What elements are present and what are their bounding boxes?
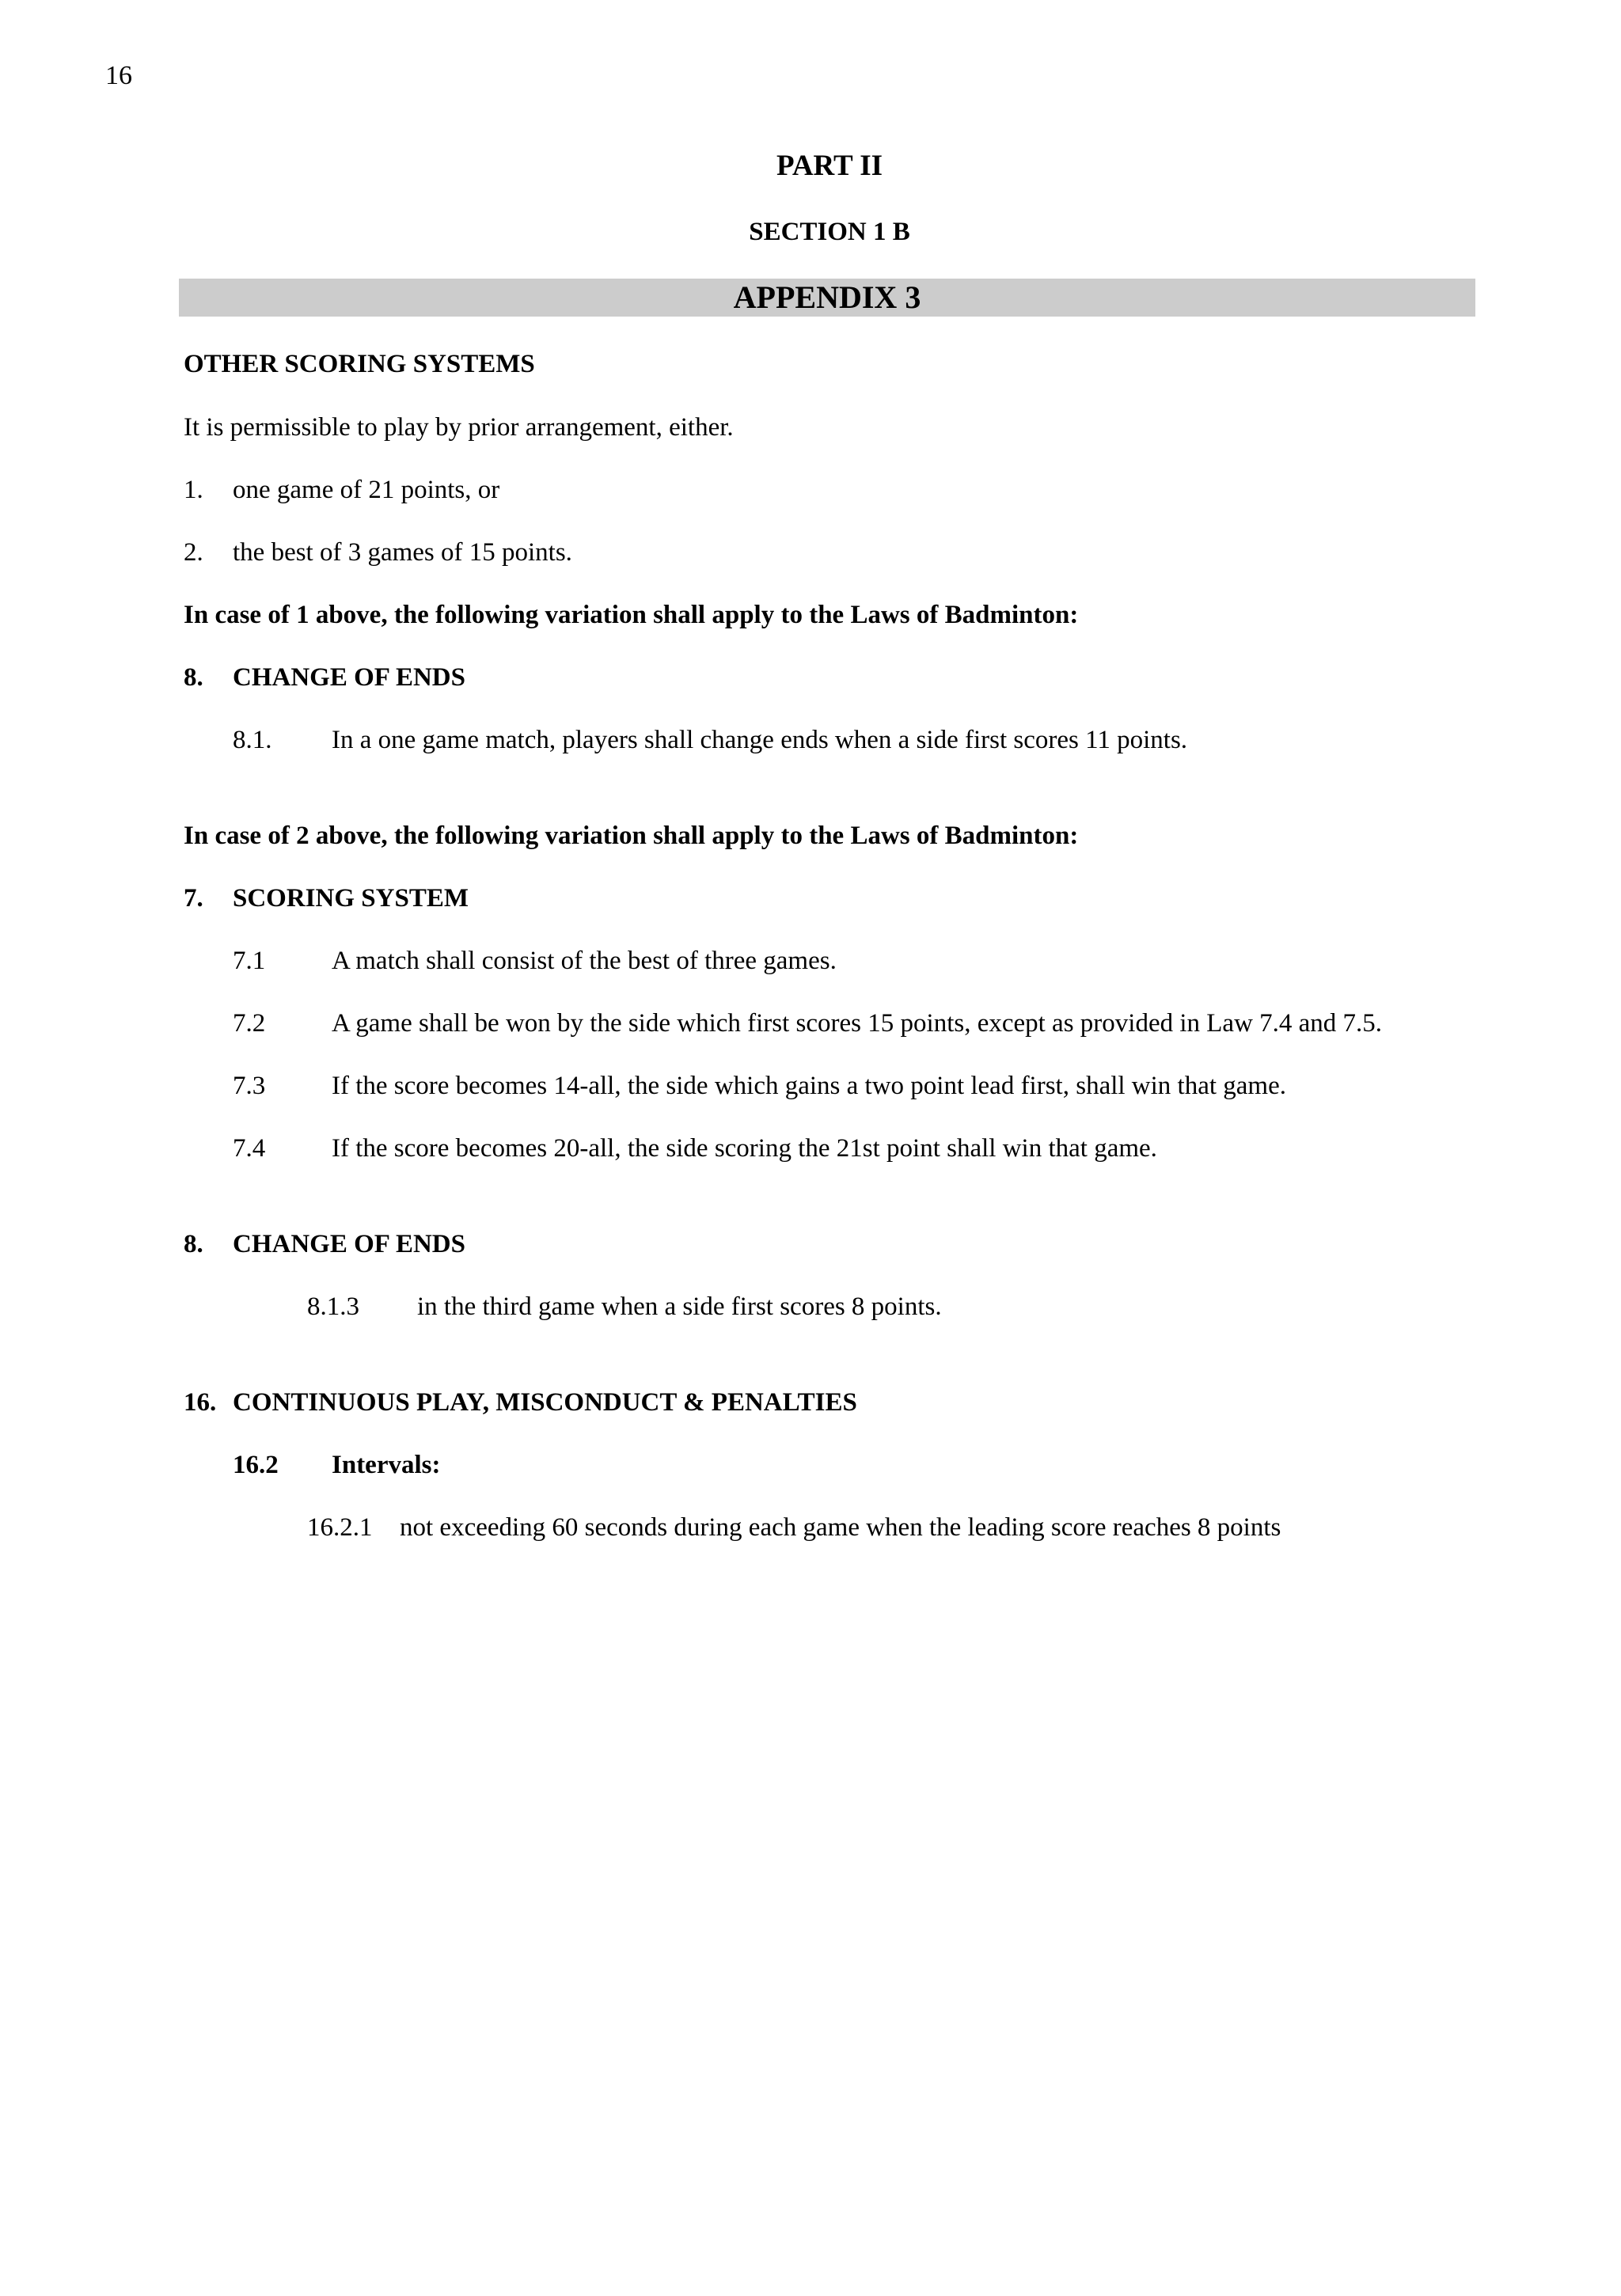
clause-text: A match shall consist of the best of three games. — [332, 947, 837, 975]
intro-paragraph: It is permissible to play by prior arrangement, either. — [184, 413, 734, 442]
clause-number: 7.2 — [233, 1009, 266, 1038]
part-title: PART II — [776, 150, 883, 182]
option-text: the best of 3 games of 15 points. — [233, 538, 572, 567]
subclause-title: Intervals: — [332, 1451, 441, 1479]
law-title: CHANGE OF ENDS — [233, 1230, 465, 1258]
clause-text: If the score becomes 14-all, the side which gains a two point lead first, shall win that game. — [332, 1072, 1286, 1100]
clause-text: A game shall be won by the side which first scores 15 points, except as provided in Law 7.4 and 7.5. — [332, 1009, 1383, 1038]
appendix-title: APPENDIX 3 — [733, 279, 921, 315]
page-number: 16 — [105, 61, 132, 90]
law-title: SCORING SYSTEM — [233, 884, 469, 913]
law-number: 7. — [184, 884, 203, 913]
law-title: CHANGE OF ENDS — [233, 663, 465, 692]
case1-intro: In case of 1 above, the following variation shall apply to the Laws of Badminton: — [184, 601, 1079, 629]
clause-number: 8.1. — [233, 726, 272, 754]
subclause-number: 16.2 — [233, 1451, 279, 1479]
clause-text: in the third game when a side first scores 8 points. — [417, 1292, 942, 1321]
law-title: CONTINUOUS PLAY, MISCONDUCT & PENALTIES — [233, 1388, 857, 1417]
clause-text: In a one game match, players shall change ends when a side first scores 11 points. — [332, 726, 1188, 754]
clause-text: not exceeding 60 seconds during each game when the leading score reaches 8 points — [400, 1513, 1281, 1542]
law-number: 16. — [184, 1388, 217, 1417]
section-heading: OTHER SCORING SYSTEMS — [184, 350, 535, 378]
clause-text: If the score becomes 20-all, the side scoring the 21st point shall win that game. — [332, 1134, 1157, 1163]
clause-number: 7.1 — [233, 947, 266, 975]
clause-number: 16.2.1 — [307, 1513, 373, 1542]
clause-number: 8.1.3 — [307, 1292, 359, 1321]
clause-number: 7.4 — [233, 1134, 266, 1163]
case2-intro: In case of 2 above, the following variation shall apply to the Laws of Badminton: — [184, 822, 1079, 850]
section-title: SECTION 1 B — [749, 218, 910, 246]
option-number: 2. — [184, 538, 203, 567]
option-number: 1. — [184, 476, 203, 504]
law-number: 8. — [184, 663, 203, 692]
option-text: one game of 21 points, or — [233, 476, 500, 504]
clause-number: 7.3 — [233, 1072, 266, 1100]
law-number: 8. — [184, 1230, 203, 1258]
